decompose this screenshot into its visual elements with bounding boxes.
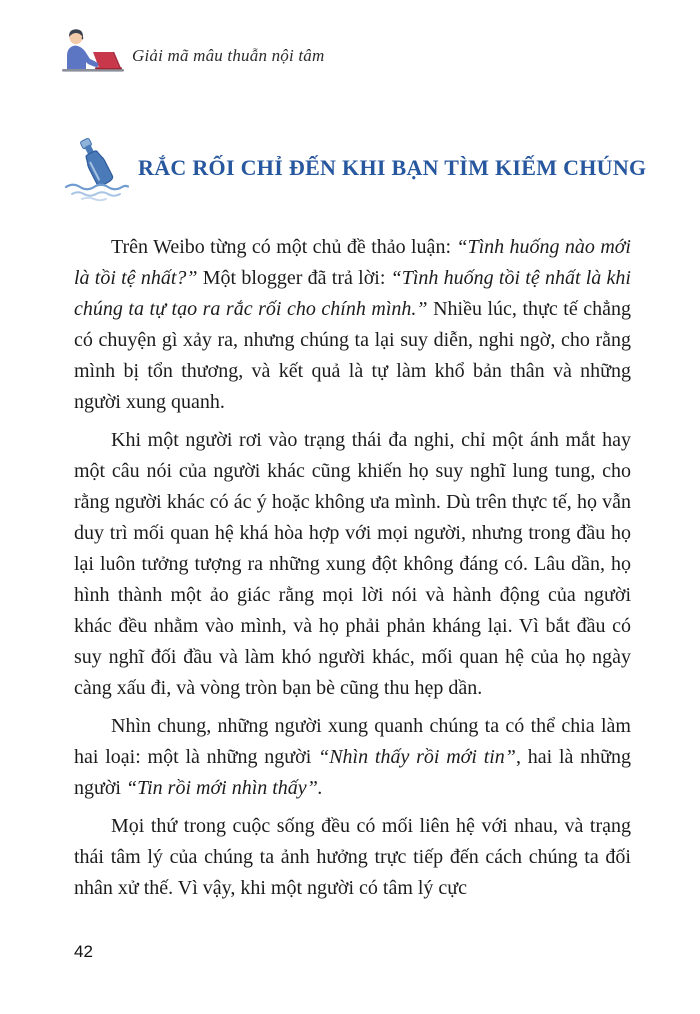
paragraph: [74, 232, 631, 418]
paragraphs: [74, 232, 631, 911]
quoted-italic-text: “Tình huống nào mới là tồi tệ nhất?”: [74, 236, 631, 289]
quoted-italic-text: “Nhìn thấy rồi mới tin”: [318, 746, 516, 768]
body-text-segment: Trên Weibo từng có một chủ đề thảo luận:: [111, 236, 457, 258]
page-number: 42: [74, 942, 93, 961]
paragraph: [74, 711, 631, 804]
body-text-segment: Một blogger đã trả lời:: [197, 267, 391, 289]
drift-bottle-icon: [64, 134, 130, 202]
page-header: [62, 26, 324, 74]
quoted-italic-text: “Tin rồi mới nhìn thấy”.: [125, 777, 323, 799]
chapter-title: RẮC RỐI CHỈ ĐẾN KHI BẠN TÌM KIẾM CHÚNG: [138, 155, 647, 180]
person-at-laptop-icon: [62, 26, 126, 74]
running-head-title: Giải mã mâu thuẫn nội tâm: [132, 46, 325, 65]
body-text-segment: Nhìn chung, những người xung quanh chúng ta có thể chia làm hai loại: một là những người: [74, 715, 631, 768]
body-text-segment: Nhiều lúc, thực tế chẳng có chuyện gì xảy ra, nhưng chúng ta lại suy diễn, nghi ngờ, cho rằng mình bị tổn thương, và kết quả là tự làm khổ bản thân và những người xung quanh.: [74, 298, 631, 413]
paragraph: [74, 425, 631, 704]
chapter-heading: [64, 134, 646, 202]
body-text-segment: Mọi thứ trong cuộc sống đều có mối liên hệ với nhau, và trạng thái tâm lý của chúng ta ảnh hưởng trực tiếp đến cách chúng ta đối nhân xử thế. Vì vậy, khi một người có tâm lý cực: [74, 815, 631, 899]
paragraph: [74, 811, 631, 904]
body-text-segment: , hai là những người: [74, 746, 632, 799]
quoted-italic-text: “Tình huống tồi tệ nhất là khi chúng ta tự tạo ra rắc rối cho chính mình.”: [74, 267, 631, 320]
body-text-segment: Khi một người rơi vào trạng thái đa nghi, chỉ một ánh mắt hay một câu nói của người khác cũng khiến họ suy nghĩ lung tung, cho rằng người khác có ác ý hoặc không ưa mình. Dù trên thực tế, họ vẫn duy trì mối quan hệ khá hòa hợp với mọi người, nhưng trong đầu họ lại luôn tưởng tượng ra những xung đột không đáng có. Lâu dần, họ hình thành một ảo giác rằng mọi lời nói và hành động của người khác đều nhằm vào mình, và họ phải phản kháng lại. Vì bắt đầu có suy nghĩ đối đầu và làm khó người khác, mối quan hệ của họ ngày càng xấu đi, và vòng tròn bạn bè cũng thu hẹp dần.: [74, 429, 631, 699]
